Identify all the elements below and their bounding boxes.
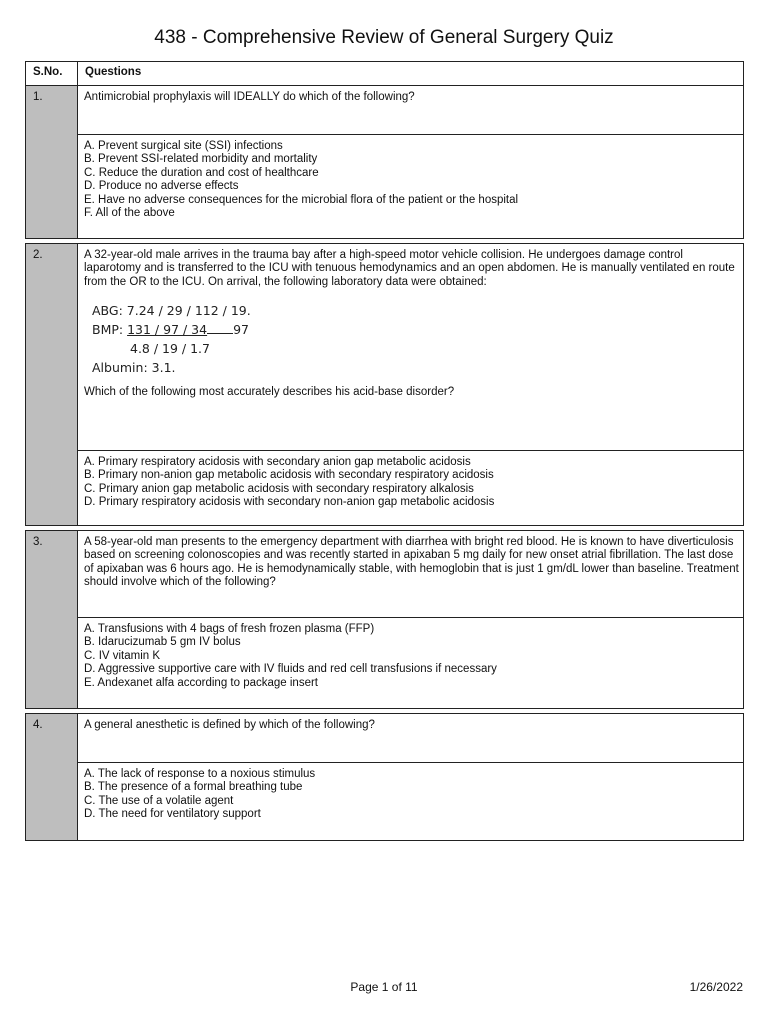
quiz-table xyxy=(25,61,744,841)
question-1-number: 1. xyxy=(26,86,78,239)
bmp-glucose: 97 xyxy=(233,322,249,338)
question-1-stem-row xyxy=(26,86,744,135)
question-3-stem-row xyxy=(26,531,744,618)
bmp-bottom-values: 4.8 / 19 / 1.7 xyxy=(130,341,210,357)
question-2-stem xyxy=(78,244,744,451)
bmp-top-values: 131 / 97 / 34 xyxy=(127,322,208,338)
question-2-text: A 32-year-old male arrives in the trauma bay after a high-speed motor vehicle collision. He undergoes damage control laparotomy and is transferred to the ICU with tenuous hemodynamics and an open abdomen. He is manually ventilated en route from the OR to the ICU. On arrival, the following laboratory data were obtained: xyxy=(84,249,735,288)
option: D. Primary respiratory acidosis with secondary non-anion gap metabolic acidosis xyxy=(84,496,495,509)
option: B. Prevent SSI-related morbidity and mortality xyxy=(84,153,318,166)
option: C. The use of a volatile agent xyxy=(84,794,234,807)
question-1-options xyxy=(78,135,744,239)
sno-header: S.No. xyxy=(26,62,78,86)
option: E. Have no adverse consequences for the microbial flora of the patient or the hospital xyxy=(84,193,519,206)
lab-values xyxy=(84,289,741,377)
question-4-number: 4. xyxy=(26,714,78,841)
question-4-stem-row xyxy=(26,714,744,763)
bmp-divider xyxy=(207,322,233,334)
option: C. IV vitamin K xyxy=(84,649,161,662)
question-4-text: A general anesthetic is defined by which of the following? xyxy=(78,714,744,763)
albumin-line: Albumin: 3.1. xyxy=(92,360,176,376)
option: A. Transfusions with 4 bags of fresh frozen plasma (FFP) xyxy=(84,623,375,635)
question-2-number: 2. xyxy=(26,244,78,526)
bmp-line xyxy=(92,320,741,339)
abg-line: ABG: 7.24 / 29 / 112 / 19. xyxy=(92,303,251,319)
question-2-options xyxy=(78,451,744,526)
option: A. Prevent surgical site (SSI) infections xyxy=(84,140,283,152)
question-2-options-row xyxy=(26,451,744,526)
table-header-row xyxy=(26,62,744,86)
question-3-number: 3. xyxy=(26,531,78,709)
option: E. Andexanet alfa according to package insert xyxy=(84,676,318,689)
question-3-options xyxy=(78,618,744,709)
option: D. Produce no adverse effects xyxy=(84,180,239,193)
page-number: Page 1 of 11 xyxy=(350,980,418,994)
question-3-options-row xyxy=(26,618,744,709)
question-4-options-row xyxy=(26,763,744,841)
option: D. The need for ventilatory support xyxy=(84,808,261,821)
question-4-options xyxy=(78,763,744,841)
question-2-stem-row xyxy=(26,244,744,451)
option: D. Aggressive supportive care with IV fluids and red cell transfusions if necessary xyxy=(84,663,497,676)
option: C. Reduce the duration and cost of healthcare xyxy=(84,166,319,179)
option: B. The presence of a formal breathing tube xyxy=(84,781,303,794)
option: A. The lack of response to a noxious stimulus xyxy=(84,768,316,780)
question-1-text: Antimicrobial prophylaxis will IDEALLY do which of the following? xyxy=(78,86,744,135)
bmp-label: BMP: xyxy=(92,322,128,338)
document-date: 1/26/2022 xyxy=(689,980,743,994)
option: F. All of the above xyxy=(84,207,175,220)
question-3-text: A 58-year-old man presents to the emergency department with diarrhea with bright red blood. He is known to have diverticulosis based on screening colonoscopies and was recently started in apixaban 5 mg daily for new onset atrial fibrillation. The last dose of apixaban was 6 hours ago. He is hemodynamically stable, with hemoglobin that is just 1 gm/dL lower than baseline. Treatment should involve which of the following? xyxy=(78,531,744,618)
option: A. Primary respiratory acidosis with secondary anion gap metabolic acidosis xyxy=(84,456,471,468)
option: B. Idarucizumab 5 gm IV bolus xyxy=(84,636,241,649)
option: C. Primary anion gap metabolic acidosis with secondary respiratory alkalosis xyxy=(84,482,474,495)
question-2-question: Which of the following most accurately describes his acid-base disorder? xyxy=(84,386,455,399)
option: B. Primary non-anion gap metabolic acidosis with secondary respiratory acidosis xyxy=(84,469,494,482)
page-title: 438 - Comprehensive Review of General Surgery Quiz xyxy=(154,27,614,48)
questions-header: Questions xyxy=(78,62,744,86)
question-1-options-row xyxy=(26,135,744,239)
